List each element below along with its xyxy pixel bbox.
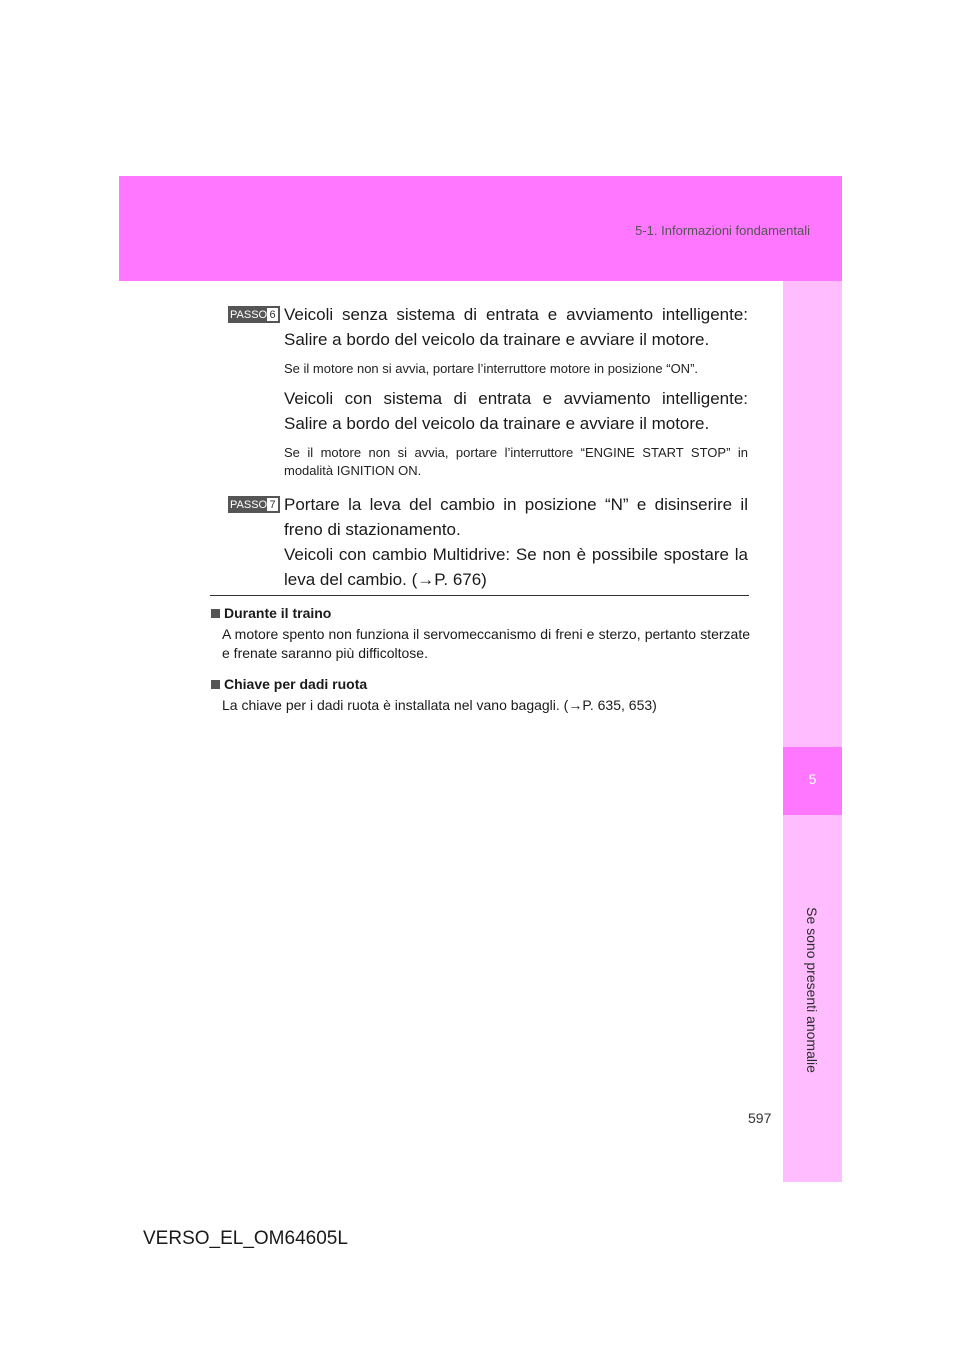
info-heading (210, 676, 750, 692)
step-number: 6 (267, 308, 278, 321)
header-band (119, 176, 842, 281)
page-number: 597 (748, 1110, 772, 1126)
step-note: Se il motore non si avvia, portare l’interruttore “ENGINE START STOP” in modalità IGNITION ON. (284, 445, 748, 478)
info-heading (210, 605, 750, 621)
info-towing (210, 605, 750, 663)
info-text: A motore spento non funziona il servomeccanismo di freni e sterzo, pertanto sterzate e frenate saranno più difficoltose. (222, 626, 750, 661)
step-6 (228, 302, 748, 488)
chapter-tab[interactable] (783, 747, 842, 815)
step-badge-label: PASSO (230, 498, 268, 511)
square-bullet-icon (211, 680, 220, 689)
step-badge (228, 496, 280, 513)
step-note: Se il motore non si avvia, portare l’interruttore motore in posizione “ON”. (284, 361, 699, 376)
document-code: VERSO_EL_OM64605L (143, 1228, 348, 1249)
info-wheel-wrench (210, 676, 750, 715)
chapter-number: 5 (808, 771, 817, 787)
square-bullet-icon (211, 609, 220, 618)
step-instruction: Veicoli con sistema di entrata e avviamento intelligente: Salire a bordo del veicolo da trainare e avviare il motore. (284, 389, 748, 433)
section-title: 5-1. Informazioni fondamentali (635, 223, 810, 238)
step-badge-label: PASSO (230, 308, 268, 321)
chapter-title: Se sono presenti anomalie (804, 907, 820, 1073)
info-text: La chiave per i dadi ruota è installata nel vano bagagli. (→P. 635, 653) (222, 697, 657, 713)
info-heading-text: Chiave per dadi ruota (224, 676, 368, 692)
step-instruction: Veicoli con cambio Multidrive: Se non è possibile spostare la leva del cambio. (→P. 676) (284, 545, 748, 589)
divider (210, 595, 749, 596)
info-heading-text: Durante il traino (224, 605, 332, 621)
step-badge (228, 306, 280, 323)
step-number: 7 (267, 498, 278, 511)
step-instruction: Portare la leva del cambio in posizione “N” e disinserire il freno di stazionamento. (284, 495, 748, 539)
step-instruction: Veicoli senza sistema di entrata e avviamento intelligente: Salire a bordo del veicolo da trainare e avviare il motore. (284, 305, 748, 349)
step-7 (228, 492, 748, 592)
